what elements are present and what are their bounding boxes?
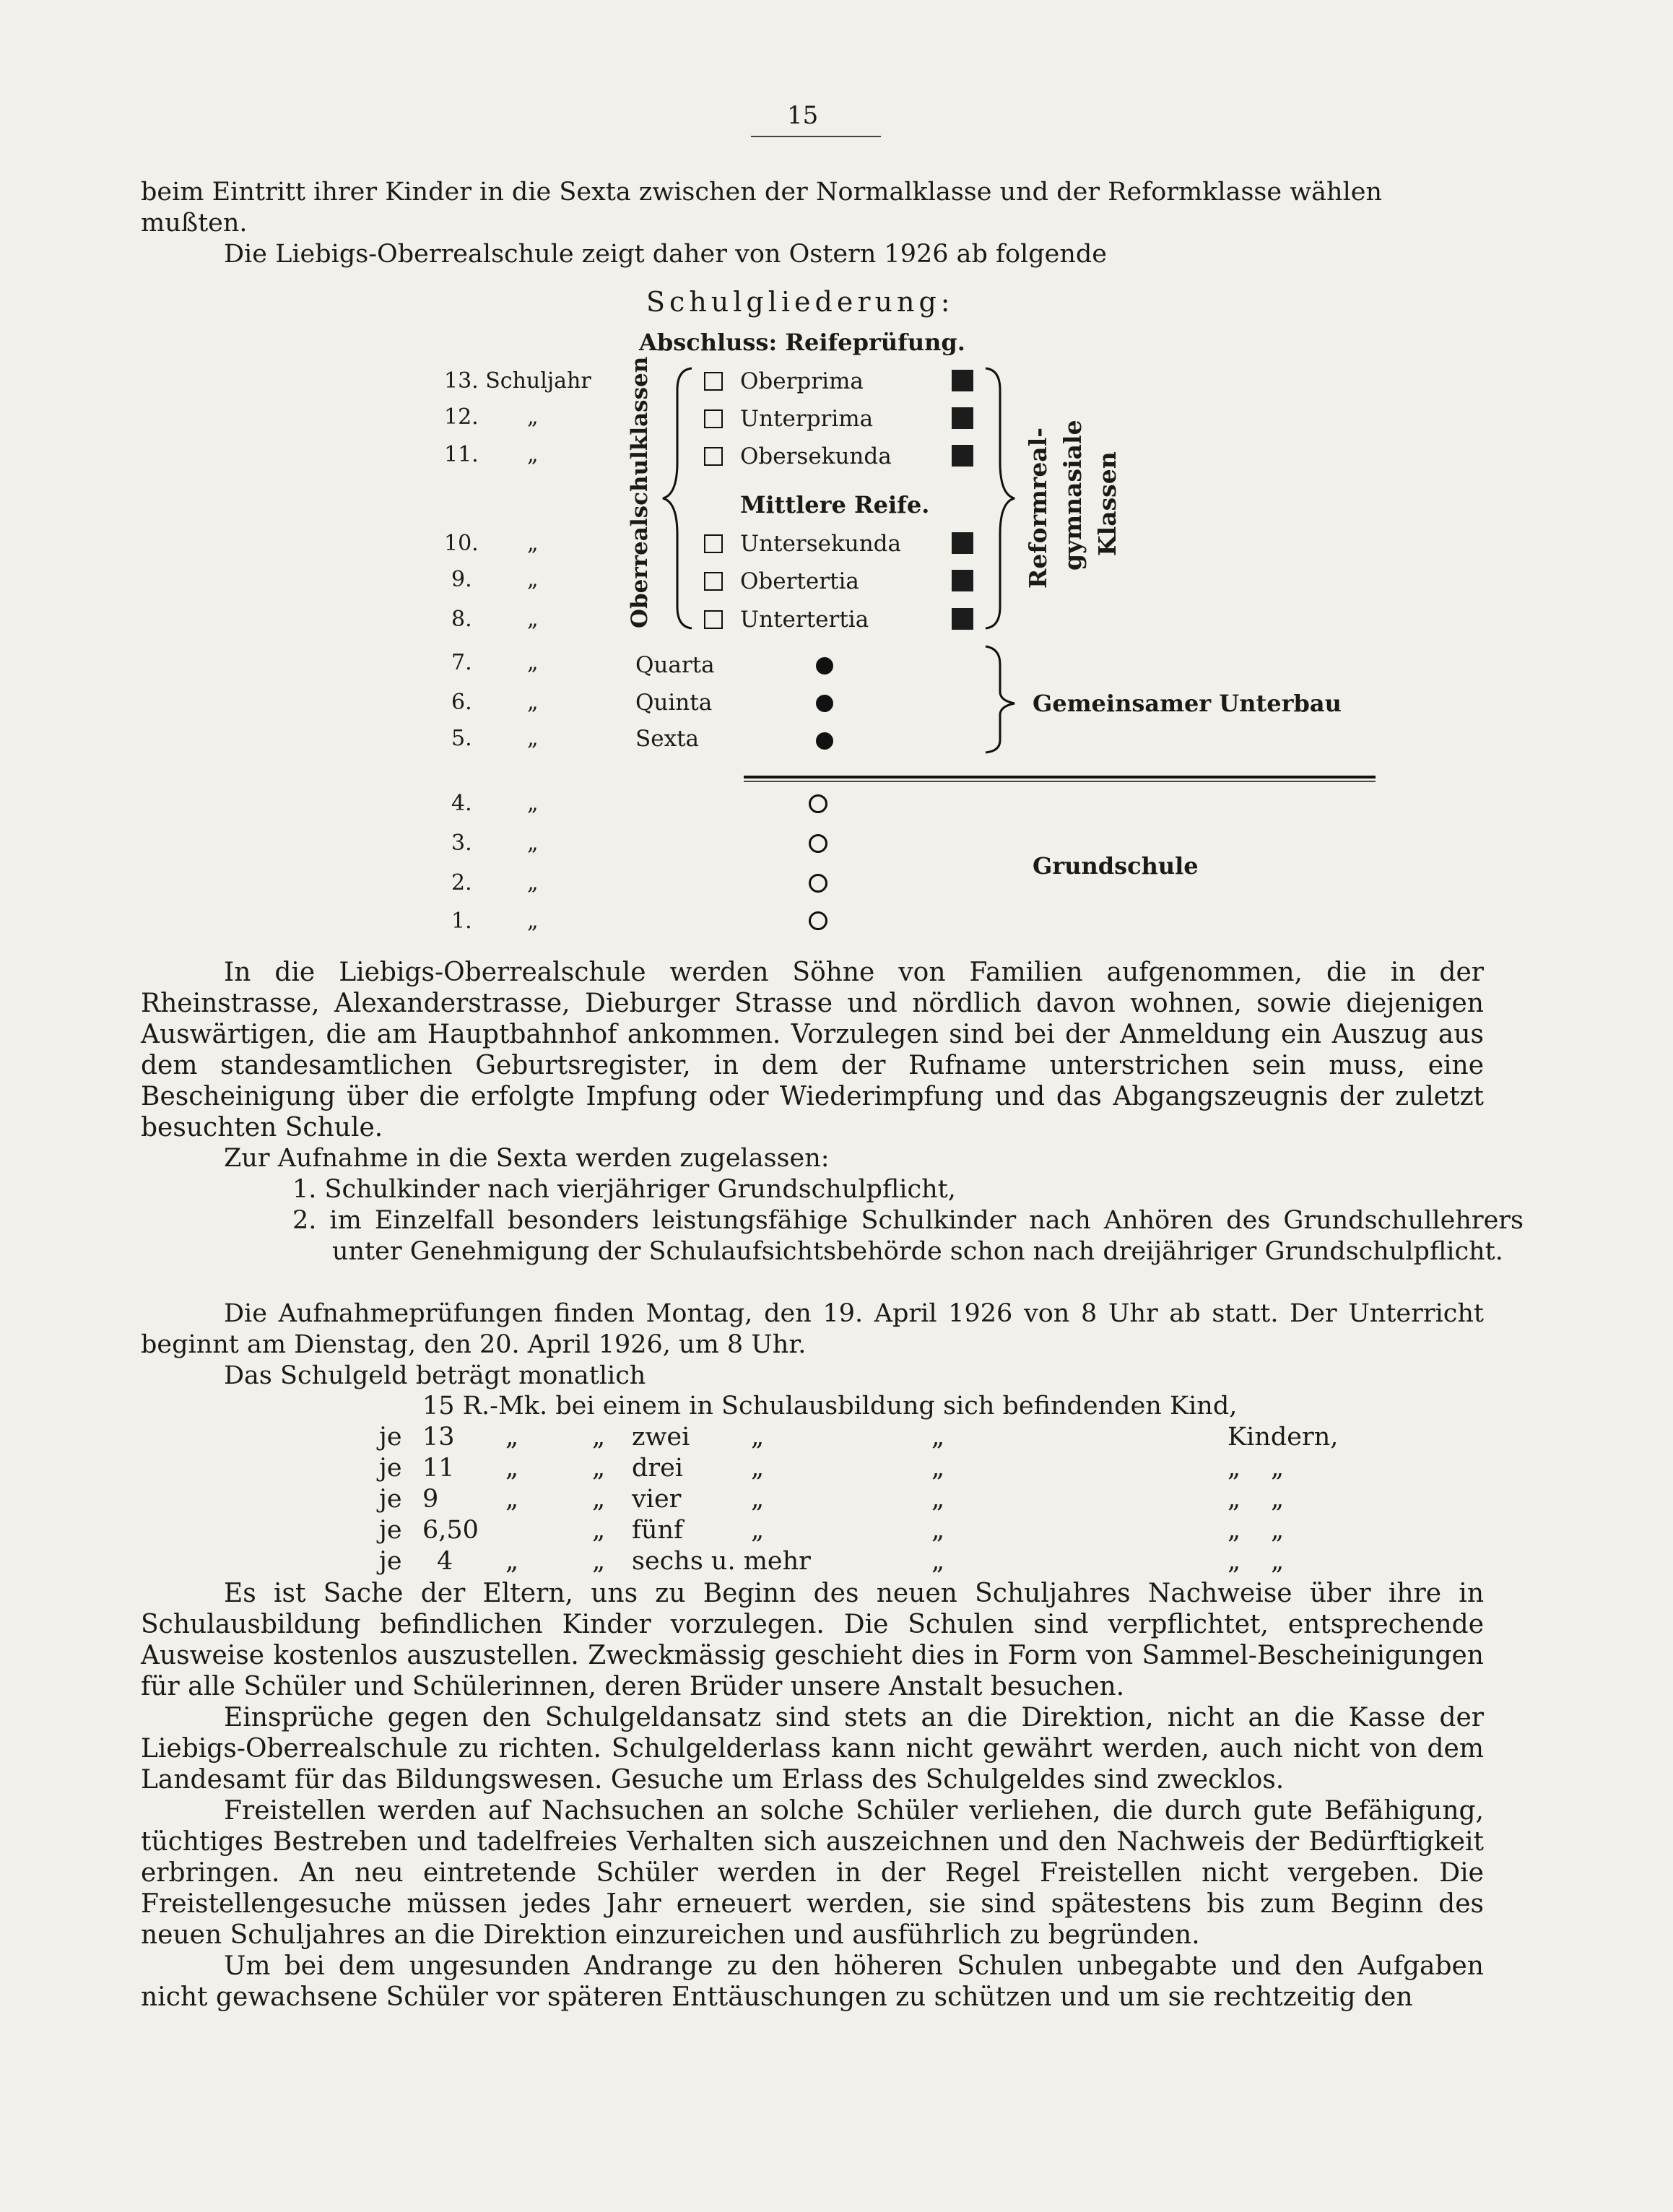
fee-kindern: Kindern, [1227, 1423, 1339, 1452]
fee-word-5: fünf [632, 1516, 683, 1545]
year-3: 3. [451, 830, 472, 856]
ditto-mark: „ [1271, 1485, 1285, 1514]
ditto-mark: „ [527, 404, 539, 430]
filled-square-icon [952, 608, 973, 630]
ditto-mark: „ [1227, 1454, 1241, 1483]
year-13: 13. Schuljahr [444, 368, 591, 394]
year-2: 2. [451, 870, 472, 895]
ditto-mark: „ [592, 1485, 606, 1514]
admission-paragraph-3: Die Aufnahmeprüfungen finden Montag, den 19. April 1926 von 8 Uhr ab statt. Der Unterricht beginnt am Dienstag, den 20. April 1926, um 8 Uhr. [141, 1299, 1484, 1359]
ditto-mark: „ [527, 791, 539, 816]
class-oberprima: Oberprima [740, 368, 864, 394]
ditto-mark: „ [505, 1423, 519, 1452]
filled-circle-icon [816, 732, 833, 750]
fee-word-3: drei [632, 1454, 684, 1483]
open-square-icon [704, 409, 723, 428]
ditto-mark: „ [931, 1454, 945, 1483]
ditto-mark: „ [505, 1547, 519, 1576]
admission-item-1: 1. Schulkinder nach vierjähriger Grundschulpflicht, [292, 1175, 956, 1204]
class-obertertia: Obertertia [740, 568, 859, 594]
ditto-mark: „ [505, 1454, 519, 1483]
open-square-icon [704, 572, 723, 591]
ditto-mark: „ [751, 1454, 765, 1483]
admission-paragraph-4: Das Schulgeld beträgt monatlich [224, 1361, 646, 1390]
year-4: 4. [451, 791, 472, 816]
filled-square-icon [952, 570, 973, 591]
class-obersekunda: Obersekunda [740, 443, 892, 469]
ditto-mark: „ [592, 1423, 606, 1452]
fee-je: je [379, 1423, 402, 1452]
middle-heading: Mittlere Reife. [740, 491, 930, 519]
class-sexta: Sexta [635, 726, 700, 752]
fee-amount-2: 13 [422, 1423, 455, 1452]
fee-je: je [379, 1547, 402, 1576]
admission-item-2: 2. im Einzelfall besonders leistungsfähige Schulkinder nach Anhören des Grundschullehrers unter Genehmigung der Schulaufsichtsbehörde schon nach dreijähriger Grundschulpflicht. [292, 1206, 1524, 1266]
top-heading: Abschluss: Reifeprüfung. [639, 329, 965, 356]
filled-square-icon [952, 407, 973, 429]
year-11: 11. [444, 442, 479, 467]
filled-square-icon [952, 445, 973, 467]
ditto-mark: „ [1227, 1485, 1241, 1514]
year-9: 9. [451, 567, 472, 592]
left-vertical-label: Oberrealschulklassen [627, 356, 653, 628]
open-circle-icon [809, 834, 827, 853]
year-12: 12. [444, 404, 479, 430]
open-circle-icon [809, 911, 827, 930]
ditto-mark: „ [527, 650, 539, 675]
ditto-mark: „ [931, 1516, 945, 1545]
ditto-mark: „ [751, 1423, 765, 1452]
ditto-mark: „ [527, 442, 539, 467]
year-7: 7. [451, 650, 472, 675]
ditto-mark: „ [505, 1485, 519, 1514]
ditto-mark: „ [1271, 1516, 1285, 1545]
closing-paragraph-4: Um bei dem ungesunden Andrange zu den höheren Schulen unbegabte und den Aufgaben nicht gewachsene Schüler vor späteren Enttäuschungen zu schützen und um sie rechtzeitig den [141, 1951, 1484, 2012]
class-untersekunda: Untersekunda [740, 531, 902, 557]
intro-line-2: mußten. [141, 209, 248, 238]
year-10: 10. [444, 531, 479, 556]
intro-line-1: beim Eintritt ihrer Kinder in die Sexta zwischen der Normalklasse und der Reformklasse wählen [141, 178, 1383, 207]
fee-amount-6: 4 [437, 1547, 453, 1576]
ditto-mark: „ [527, 726, 539, 751]
ditto-mark: „ [931, 1423, 945, 1452]
page-number: 15 [787, 101, 819, 130]
ditto-mark: „ [1271, 1454, 1285, 1483]
common-base-label: Gemeinsamer Unterbau [1033, 690, 1342, 717]
open-square-icon [704, 610, 723, 629]
open-circle-icon [809, 874, 827, 893]
fee-je: je [379, 1485, 402, 1514]
right-vertical-label-2: gymnasiale [1059, 420, 1087, 571]
class-quinta: Quinta [635, 690, 713, 716]
ditto-mark: „ [1227, 1547, 1241, 1576]
fee-row-1: 15 R.-Mk. bei einem in Schulausbildung sich befindenden Kind, [422, 1392, 1238, 1421]
fee-je: je [379, 1516, 402, 1545]
grundschule-label: Grundschule [1033, 852, 1199, 880]
fee-amount-3: 11 [422, 1454, 455, 1483]
fee-word-4: vier [632, 1485, 682, 1514]
ditto-mark: „ [592, 1454, 606, 1483]
ditto-mark: „ [527, 830, 539, 856]
ditto-mark: „ [527, 567, 539, 592]
open-square-icon [704, 447, 723, 466]
diagram-title: Schulgliederung: [646, 286, 955, 318]
right-vertical-label-1: Reformreal- [1024, 428, 1052, 589]
open-square-icon [704, 372, 723, 391]
ditto-mark: „ [527, 607, 539, 632]
class-unterprima: Unterprima [740, 406, 874, 432]
fee-word-6: sechs u. mehr [632, 1547, 811, 1576]
ditto-mark: „ [527, 690, 539, 715]
year-8: 8. [451, 607, 472, 632]
class-quarta: Quarta [635, 652, 715, 678]
ditto-mark: „ [1271, 1547, 1285, 1576]
ditto-mark: „ [751, 1516, 765, 1545]
intro-line-3: Die Liebigs-Oberrealschule zeigt daher von Ostern 1926 ab folgende [224, 240, 1108, 269]
closing-paragraph-1: Es ist Sache der Eltern, uns zu Beginn des neuen Schuljahres Nachweise über ihre in Schulausbildung befindlichen Kinder vorzulegen. Die Schulen sind verpflichtet, entsprechende Ausweise kostenlos auszustellen. Zweckmässig geschieht dies in Form von Sammel-Bescheinigungen für alle Schüler und Schülerinnen, deren Brüder unsere Anstalt besuchen. [141, 1579, 1484, 1701]
ditto-mark: „ [1227, 1516, 1241, 1545]
filled-circle-icon [816, 695, 833, 712]
ditto-mark: „ [527, 908, 539, 934]
fee-amount-5: 6,50 [422, 1516, 479, 1545]
ditto-mark: „ [527, 531, 539, 556]
ditto-mark: „ [931, 1485, 945, 1514]
year-6: 6. [451, 690, 472, 715]
filled-square-icon [952, 370, 973, 391]
ditto-mark: „ [931, 1547, 945, 1576]
ditto-mark: „ [592, 1547, 606, 1576]
ditto-mark: „ [751, 1485, 765, 1514]
open-square-icon [704, 534, 723, 553]
admission-paragraph-2: Zur Aufnahme in die Sexta werden zugelassen: [224, 1144, 830, 1173]
admission-paragraph-1: In die Liebigs-Oberrealschule werden Söhne von Familien aufgenommen, die in der Rheinstrasse, Alexanderstrasse, Dieburger Strasse und nördlich davon wohnen, sowie diejenigen Auswärtigen, die am Hauptbahnhof ankommen. Vorzulegen sind bei der Anmeldung ein Auszug aus dem standesamtlichen Geburtsregister, in dem der Rufname unterstrichen sein muss, eine Bescheinigung über die erfolgte Impfung oder Wiederimpfung und das Abgangszeugnis der zuletzt besuchten Schule. [141, 958, 1484, 1142]
year-5: 5. [451, 726, 472, 751]
right-vertical-label-3: Klassen [1093, 451, 1121, 556]
fee-word-2: zwei [632, 1423, 690, 1452]
ditto-mark: „ [527, 870, 539, 895]
fee-amount-4: 9 [422, 1485, 439, 1514]
filled-circle-icon [816, 657, 833, 675]
closing-paragraph-3: Freistellen werden auf Nachsuchen an solche Schüler verliehen, die durch gute Befähigung, tüchtiges Bestreben und tadelfreies Verhalten sich auszeichnen und den Nachweis der Bedürftigkeit erbringen. An neu eintretende Schüler werden in der Regel Freistellen nicht vergeben. Die Freistellengesuche müssen jedes Jahr erneuert werden, sie sind spätestens bis zum Beginn des neuen Schuljahres an die Direktion einzureichen und ausführlich zu begründen. [141, 1796, 1484, 1950]
year-1: 1. [451, 908, 472, 934]
ditto-mark: „ [592, 1516, 606, 1545]
fee-je: je [379, 1454, 402, 1483]
filled-square-icon [952, 532, 973, 554]
closing-paragraph-2: Einsprüche gegen den Schulgeldansatz sind stets an die Direktion, nicht an die Kasse der Liebigs-Oberrealschule zu richten. Schulgelderlass kann nicht gewährt werden, auch nicht von dem Landesamt für das Bildungswesen. Gesuche um Erlass des Schulgeldes sind zwecklos. [141, 1703, 1484, 1795]
open-circle-icon [809, 794, 827, 813]
class-untertertia: Untertertia [740, 607, 869, 633]
